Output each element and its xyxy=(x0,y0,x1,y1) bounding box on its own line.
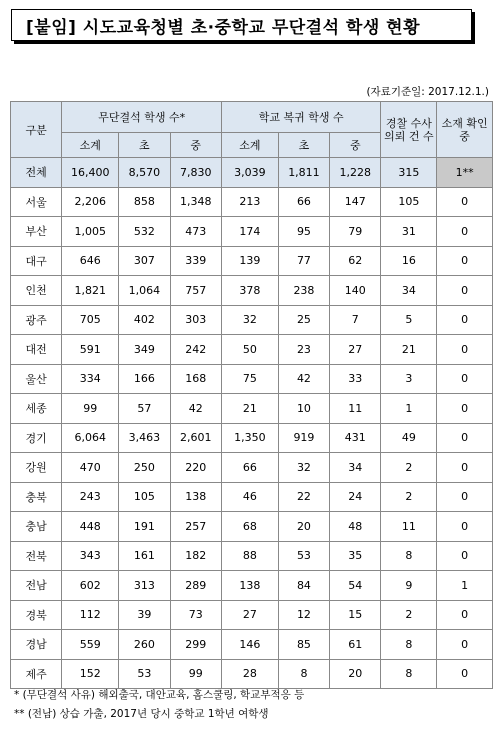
table-row xyxy=(11,335,493,365)
header-return-mid: 중 xyxy=(330,133,381,158)
cell-unknown: 0 xyxy=(437,659,493,689)
cell-r-elem: 919 xyxy=(278,423,329,453)
cell-region: 제주 xyxy=(11,659,62,689)
cell-r-sub: 27 xyxy=(221,600,278,630)
cell-a-mid: 473 xyxy=(170,217,221,247)
cell-region: 부산 xyxy=(11,217,62,247)
cell-r-mid: 62 xyxy=(330,246,381,276)
cell-r-mid: 20 xyxy=(330,659,381,689)
cell-r-mid: 79 xyxy=(330,217,381,247)
cell-r-elem: 66 xyxy=(278,187,329,217)
cell-r-sub: 213 xyxy=(221,187,278,217)
cell-unknown: 1** xyxy=(437,158,493,188)
table-row xyxy=(11,187,493,217)
cell-a-elem: 349 xyxy=(119,335,170,365)
cell-region: 경북 xyxy=(11,600,62,630)
cell-unknown: 0 xyxy=(437,453,493,483)
header-region: 구분 xyxy=(11,102,62,158)
cell-a-elem: 39 xyxy=(119,600,170,630)
cell-r-mid: 1,228 xyxy=(330,158,381,188)
footnotes xyxy=(14,686,304,724)
cell-region: 충북 xyxy=(11,482,62,512)
cell-a-elem: 53 xyxy=(119,659,170,689)
header-absent-mid: 중 xyxy=(170,133,221,158)
cell-a-sub: 334 xyxy=(62,364,119,394)
cell-a-elem: 1,064 xyxy=(119,276,170,306)
cell-police: 3 xyxy=(381,364,437,394)
header-police: 경찰 수사의뢰 건 수 xyxy=(381,102,437,158)
cell-r-mid: 54 xyxy=(330,571,381,601)
cell-a-elem: 8,570 xyxy=(119,158,170,188)
cell-r-sub: 68 xyxy=(221,512,278,542)
cell-a-mid: 289 xyxy=(170,571,221,601)
cell-police: 8 xyxy=(381,659,437,689)
cell-r-mid: 431 xyxy=(330,423,381,453)
cell-r-elem: 8 xyxy=(278,659,329,689)
header-return-elem: 초 xyxy=(278,133,329,158)
cell-r-mid: 34 xyxy=(330,453,381,483)
cell-r-elem: 95 xyxy=(278,217,329,247)
table-row xyxy=(11,305,493,335)
cell-r-elem: 53 xyxy=(278,541,329,571)
cell-a-sub: 6,064 xyxy=(62,423,119,453)
cell-unknown: 0 xyxy=(437,600,493,630)
cell-r-mid: 15 xyxy=(330,600,381,630)
cell-a-mid: 42 xyxy=(170,394,221,424)
header-absent-group: 무단결석 학생 수* xyxy=(62,102,222,133)
cell-a-elem: 3,463 xyxy=(119,423,170,453)
cell-r-sub: 138 xyxy=(221,571,278,601)
table-row xyxy=(11,482,493,512)
cell-a-sub: 2,206 xyxy=(62,187,119,217)
cell-a-elem: 402 xyxy=(119,305,170,335)
cell-r-mid: 7 xyxy=(330,305,381,335)
cell-a-mid: 303 xyxy=(170,305,221,335)
header-return-group: 학교 복귀 학생 수 xyxy=(221,102,381,133)
cell-a-elem: 166 xyxy=(119,364,170,394)
cell-r-sub: 32 xyxy=(221,305,278,335)
cell-r-elem: 23 xyxy=(278,335,329,365)
cell-a-sub: 470 xyxy=(62,453,119,483)
cell-r-sub: 21 xyxy=(221,394,278,424)
cell-r-sub: 378 xyxy=(221,276,278,306)
cell-region: 울산 xyxy=(11,364,62,394)
cell-unknown: 0 xyxy=(437,187,493,217)
cell-a-elem: 313 xyxy=(119,571,170,601)
cell-r-mid: 140 xyxy=(330,276,381,306)
cell-r-elem: 238 xyxy=(278,276,329,306)
cell-a-elem: 858 xyxy=(119,187,170,217)
cell-a-elem: 250 xyxy=(119,453,170,483)
cell-a-mid: 299 xyxy=(170,630,221,660)
header-return-subtotal: 소계 xyxy=(221,133,278,158)
cell-a-elem: 105 xyxy=(119,482,170,512)
table-row-total xyxy=(11,158,493,188)
cell-police: 315 xyxy=(381,158,437,188)
cell-a-sub: 99 xyxy=(62,394,119,424)
cell-a-sub: 243 xyxy=(62,482,119,512)
table-row xyxy=(11,394,493,424)
cell-unknown: 0 xyxy=(437,394,493,424)
cell-unknown: 0 xyxy=(437,630,493,660)
cell-r-elem: 20 xyxy=(278,512,329,542)
cell-r-elem: 42 xyxy=(278,364,329,394)
cell-a-mid: 339 xyxy=(170,246,221,276)
table-row xyxy=(11,541,493,571)
cell-unknown: 0 xyxy=(437,512,493,542)
cell-r-sub: 3,039 xyxy=(221,158,278,188)
date-note: (자료기준일: 2017.12.1.) xyxy=(366,86,489,98)
document-title-text: [붙임] 시도교육청별 초·중학교 무단결석 학생 현황 xyxy=(26,17,421,38)
cell-region: 서울 xyxy=(11,187,62,217)
cell-r-sub: 46 xyxy=(221,482,278,512)
cell-region: 광주 xyxy=(11,305,62,335)
cell-r-elem: 25 xyxy=(278,305,329,335)
cell-police: 8 xyxy=(381,541,437,571)
cell-r-mid: 147 xyxy=(330,187,381,217)
cell-unknown: 0 xyxy=(437,482,493,512)
cell-region: 충남 xyxy=(11,512,62,542)
cell-r-mid: 27 xyxy=(330,335,381,365)
cell-r-sub: 139 xyxy=(221,246,278,276)
cell-r-mid: 61 xyxy=(330,630,381,660)
cell-unknown: 0 xyxy=(437,217,493,247)
cell-police: 8 xyxy=(381,630,437,660)
cell-a-mid: 182 xyxy=(170,541,221,571)
cell-region: 세종 xyxy=(11,394,62,424)
table-row xyxy=(11,659,493,689)
cell-a-mid: 2,601 xyxy=(170,423,221,453)
cell-a-elem: 191 xyxy=(119,512,170,542)
cell-r-sub: 146 xyxy=(221,630,278,660)
cell-police: 34 xyxy=(381,276,437,306)
header-absent-subtotal: 소계 xyxy=(62,133,119,158)
cell-unknown: 0 xyxy=(437,276,493,306)
table-row xyxy=(11,600,493,630)
cell-a-elem: 57 xyxy=(119,394,170,424)
cell-r-sub: 50 xyxy=(221,335,278,365)
cell-police: 11 xyxy=(381,512,437,542)
header-absent-elem: 초 xyxy=(119,133,170,158)
cell-a-mid: 1,348 xyxy=(170,187,221,217)
cell-police: 21 xyxy=(381,335,437,365)
cell-a-elem: 307 xyxy=(119,246,170,276)
cell-a-mid: 73 xyxy=(170,600,221,630)
cell-region: 경남 xyxy=(11,630,62,660)
cell-region: 전북 xyxy=(11,541,62,571)
cell-region: 강원 xyxy=(11,453,62,483)
table-row xyxy=(11,512,493,542)
cell-r-elem: 12 xyxy=(278,600,329,630)
cell-region: 대구 xyxy=(11,246,62,276)
cell-r-elem: 84 xyxy=(278,571,329,601)
cell-a-mid: 220 xyxy=(170,453,221,483)
cell-police: 31 xyxy=(381,217,437,247)
cell-r-sub: 66 xyxy=(221,453,278,483)
cell-r-sub: 75 xyxy=(221,364,278,394)
table-row xyxy=(11,364,493,394)
cell-a-mid: 99 xyxy=(170,659,221,689)
cell-r-sub: 28 xyxy=(221,659,278,689)
cell-region: 대전 xyxy=(11,335,62,365)
cell-r-mid: 35 xyxy=(330,541,381,571)
cell-police: 105 xyxy=(381,187,437,217)
cell-r-elem: 10 xyxy=(278,394,329,424)
cell-a-sub: 559 xyxy=(62,630,119,660)
cell-r-sub: 88 xyxy=(221,541,278,571)
cell-police: 16 xyxy=(381,246,437,276)
cell-unknown: 0 xyxy=(437,364,493,394)
cell-a-sub: 1,821 xyxy=(62,276,119,306)
cell-a-elem: 260 xyxy=(119,630,170,660)
cell-r-mid: 11 xyxy=(330,394,381,424)
cell-a-sub: 16,400 xyxy=(62,158,119,188)
cell-r-sub: 1,350 xyxy=(221,423,278,453)
cell-a-mid: 7,830 xyxy=(170,158,221,188)
cell-region: 전남 xyxy=(11,571,62,601)
table-row xyxy=(11,571,493,601)
cell-a-sub: 705 xyxy=(62,305,119,335)
cell-r-elem: 85 xyxy=(278,630,329,660)
footnote-1: * (무단결석 사유) 해외출국, 대안교육, 홈스쿨링, 학교부적응 등 xyxy=(14,689,305,701)
cell-r-mid: 33 xyxy=(330,364,381,394)
cell-unknown: 0 xyxy=(437,335,493,365)
cell-a-sub: 152 xyxy=(62,659,119,689)
cell-unknown: 0 xyxy=(437,305,493,335)
cell-police: 2 xyxy=(381,453,437,483)
footnote-2: ** (전남) 상습 가출, 2017년 당시 중학교 1학년 여학생 xyxy=(14,708,269,720)
cell-police: 5 xyxy=(381,305,437,335)
cell-a-sub: 448 xyxy=(62,512,119,542)
cell-r-sub: 174 xyxy=(221,217,278,247)
cell-a-mid: 242 xyxy=(170,335,221,365)
cell-a-elem: 532 xyxy=(119,217,170,247)
cell-unknown: 0 xyxy=(437,423,493,453)
cell-police: 2 xyxy=(381,600,437,630)
cell-r-mid: 24 xyxy=(330,482,381,512)
table-row xyxy=(11,423,493,453)
table-row xyxy=(11,630,493,660)
cell-unknown: 0 xyxy=(437,246,493,276)
table-row xyxy=(11,453,493,483)
header-unknown: 소재 확인 중 xyxy=(437,102,493,158)
cell-r-elem: 1,811 xyxy=(278,158,329,188)
cell-a-sub: 646 xyxy=(62,246,119,276)
document-title xyxy=(11,9,472,41)
cell-region: 전체 xyxy=(11,158,62,188)
cell-r-elem: 77 xyxy=(278,246,329,276)
cell-region: 경기 xyxy=(11,423,62,453)
cell-unknown: 1 xyxy=(437,571,493,601)
cell-police: 9 xyxy=(381,571,437,601)
cell-a-sub: 602 xyxy=(62,571,119,601)
cell-a-mid: 138 xyxy=(170,482,221,512)
cell-police: 49 xyxy=(381,423,437,453)
cell-region: 인천 xyxy=(11,276,62,306)
absence-stats-table xyxy=(10,101,493,689)
cell-r-elem: 32 xyxy=(278,453,329,483)
table-body xyxy=(11,158,493,689)
cell-a-sub: 343 xyxy=(62,541,119,571)
cell-a-sub: 112 xyxy=(62,600,119,630)
cell-a-mid: 257 xyxy=(170,512,221,542)
cell-a-mid: 757 xyxy=(170,276,221,306)
cell-unknown: 0 xyxy=(437,541,493,571)
cell-police: 2 xyxy=(381,482,437,512)
cell-a-sub: 1,005 xyxy=(62,217,119,247)
cell-r-mid: 48 xyxy=(330,512,381,542)
cell-a-mid: 168 xyxy=(170,364,221,394)
cell-a-elem: 161 xyxy=(119,541,170,571)
cell-police: 1 xyxy=(381,394,437,424)
cell-r-elem: 22 xyxy=(278,482,329,512)
table-row xyxy=(11,217,493,247)
table-row xyxy=(11,246,493,276)
table-row xyxy=(11,276,493,306)
cell-a-sub: 591 xyxy=(62,335,119,365)
